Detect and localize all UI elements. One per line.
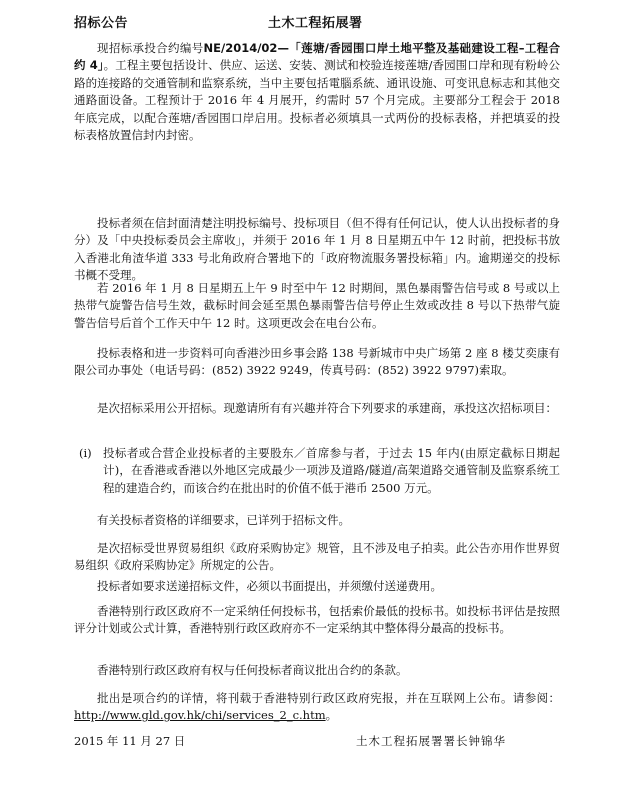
clause-text: 投标者或合营企业投标者的主要股东／首席参与者，于过去 15 年内(由原定截标日期起计)，在香港或香港以外地区完成最少一项涉及道路/隧道/高架道路交通管制及监察系统工程的建造合约，而该合约在批出时的价值不低于港币 2500 万元。 — [103, 446, 560, 495]
paragraph-delivery: 投标者如要求送递招标文件，必须以书面提出，并须缴付送递费用。 — [97, 579, 442, 593]
intro-text: 现招标承投合约编号 — [97, 41, 204, 55]
paragraph-contract-description — [74, 40, 560, 144]
notice-type-heading: 招标公告 — [74, 16, 129, 31]
paragraph-award-details — [74, 690, 560, 725]
paragraph-open-tender: 是次招标采用公开招标。现邀请所有有兴趣并符合下列要求的承建商，承投这次招标项目： — [97, 401, 557, 415]
notice-date: 2015 年 11 月 27 日 — [74, 734, 186, 748]
paragraph-forms: 投标表格和进一步资料可向香港沙田乡事会路 138 号新城市中央广场第 2 座 8 楼艾奕康有限公司办事处（电话号码：(852) 3922 9249，传真号码：(852) 3922 9797)索取。 — [74, 346, 560, 378]
paragraph-qualifications: 有关投标者资格的详细要求，已详列于招标文件。 — [97, 513, 350, 527]
department-heading: 土木工程拓展署 — [268, 16, 363, 31]
contract-details: 。工程主要包括设计、供应、运送、安装、测试和校验连接莲塘/香园围口岸和现有粉岭公路的连接路的交通管制和监察系统，当中主要包括電腦系統、通讯设施、可变讯息标志和其他交通路面设备。工程预计于 2016 年 4 月展开，约需时 57 个月完成。主要部分工程会于 2018 年底完成，以配合莲塘/香园围口岸启用。投标者必须填具一式两份的投标表格，并把填妥的投标表格放置信封内封密。 — [74, 58, 560, 143]
gld-website-link[interactable]: http://www.gld.gov.hk/chi/services_2_c.htm — [74, 708, 326, 723]
signatory: 土木工程拓展署署长钟锦华 — [356, 734, 506, 748]
contract-dash: — — [277, 41, 289, 55]
paragraph-negotiation: 香港特别行政区政府有权与任何投标者商议批出合约的条款。 — [97, 663, 408, 677]
paragraph-submission: 投标者须在信封面清楚注明投标编号、投标项目（但不得有任何记认，使人认出投标者的身分）及「中央投标委员会主席收」，并须于 2016 年 1 月 8 日星期五中午 12 时前，把投标书放入香港北角渣华道 333 号北角政府合署地下的「政府物流服务署投标箱」内。逾期递交的投标书概不受理。 — [74, 216, 560, 283]
paragraph-no-obligation: 香港特别行政区政府不一定采纳任何投标书，包括索价最低的投标书。如投标书评估是按照评分计划或公式计算，香港特别行政区政府亦不一定采纳其中整体得分最高的投标书。 — [74, 604, 560, 636]
award-end: 。 — [325, 708, 338, 723]
award-text: 批出是项合约的详情，将刊载于香港特别行政区政府宪报，并在互联网上公布。请参阅： — [97, 691, 560, 705]
contract-number: NE/2014/02 — [203, 41, 278, 55]
contract-title: 「莲塘/香园围口岸土地平整及基础建设工程–工程合约 4」 — [74, 41, 561, 73]
clause-number: (i) — [79, 446, 92, 460]
paragraph-weather: 若 2016 年 1 月 8 日星期五上午 9 时至中午 12 时期间，黑色暴雨警告信号或 8 号或以上热带气旋警告信号生效，截标时间会延至黑色暴雨警告信号停止生效或改挂 8 号以下热带气旋警告信号后首个工作天中午 12 时。这项更改会在电台公布。 — [74, 281, 560, 330]
requirement-clause — [79, 445, 560, 497]
paragraph-wto: 是次招标受世界贸易组织《政府采购协定》规管，且不涉及电子拍卖。此公告亦用作世界贸易组织《政府采购协定》所规定的公告。 — [74, 541, 560, 573]
